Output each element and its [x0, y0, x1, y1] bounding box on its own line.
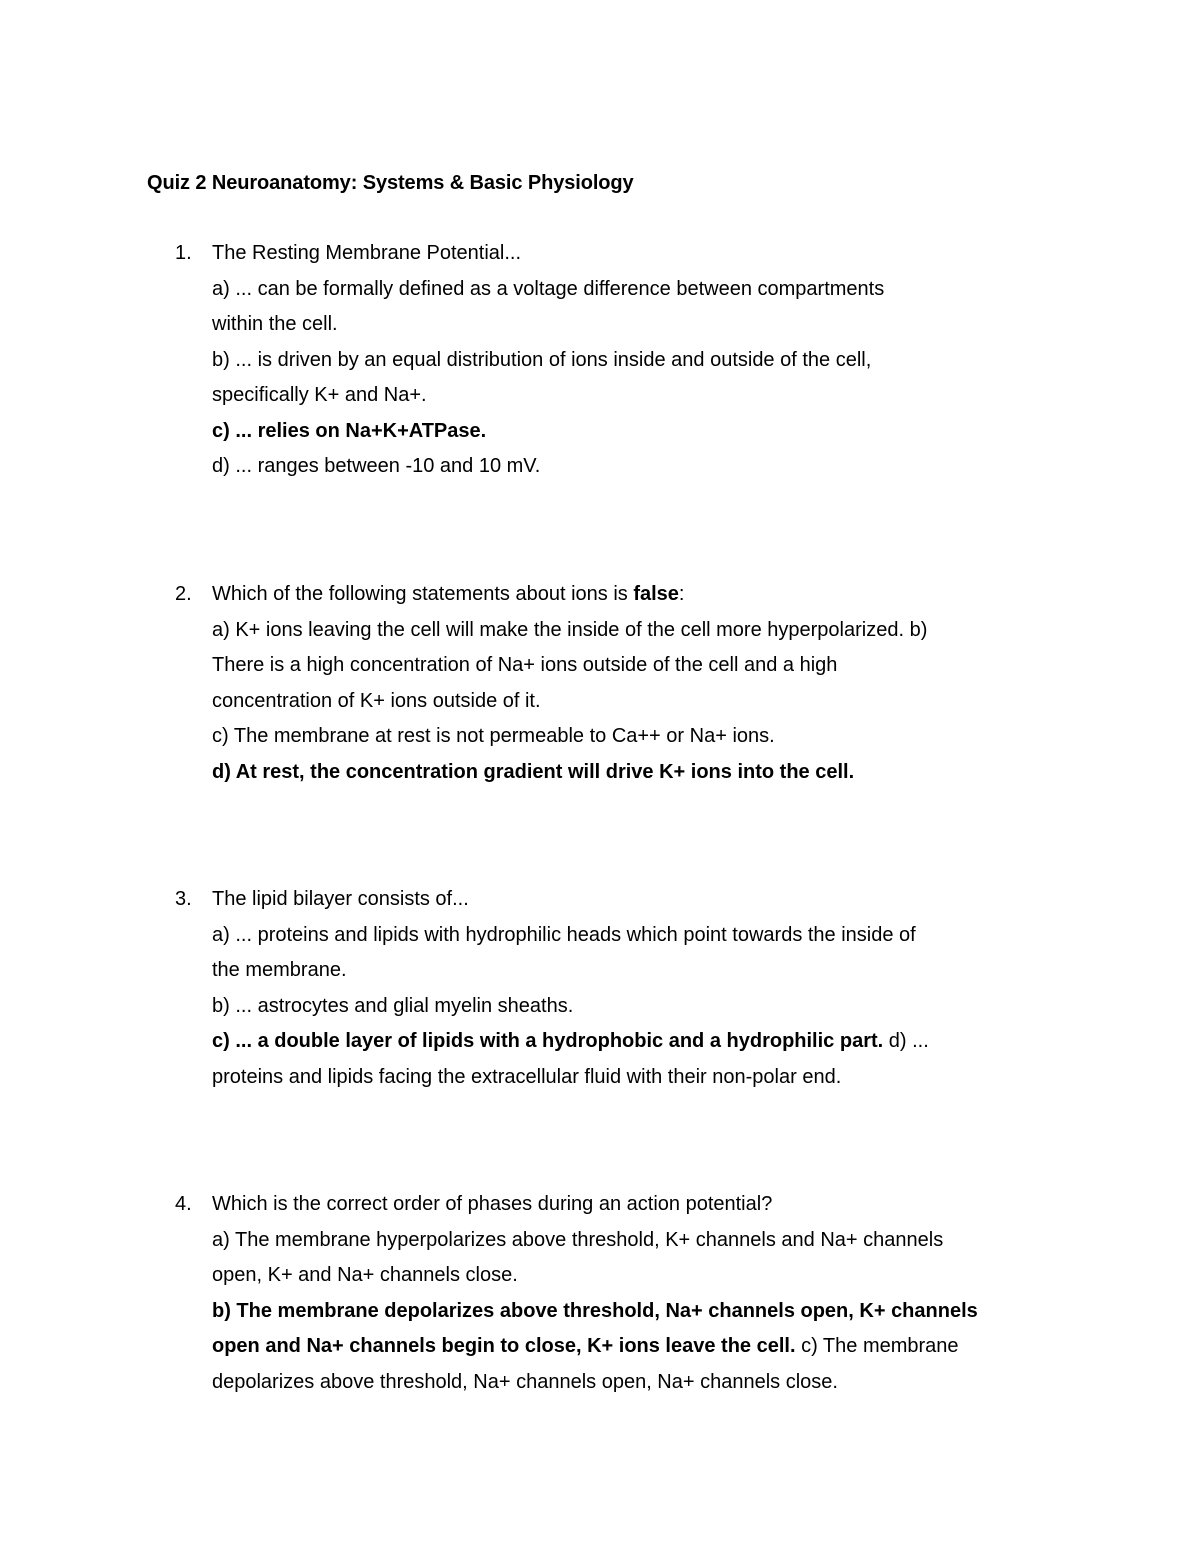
answer-line: There is a high concentration of Na+ ions outside of the cell and a high [212, 654, 838, 676]
stem-suffix: : [678, 583, 685, 605]
answer-line: a) The membrane hyperpolarizes above threshold, K+ channels and Na+ channels [212, 1228, 944, 1251]
answer-line: a) K+ ions leaving the cell will make the inside of the cell more hyperpolarized. b) [212, 618, 928, 641]
correct-answer-text: open and Na+ channels begin to close, K+ ions leave the cell. [212, 1335, 796, 1357]
answer-line: specifically K+ and Na+. [212, 384, 427, 406]
question-number: 3. [175, 888, 192, 910]
answer-line: proteins and lipids facing the extracellular fluid with their non-polar end. [212, 1065, 842, 1088]
question-number: 2. [175, 583, 192, 605]
answer-text: d) ... [883, 1030, 929, 1052]
correct-answer-line: b) The membrane depolarizes above threshold, Na+ channels open, K+ channels [212, 1299, 978, 1322]
question-stem: The Resting Membrane Potential... [212, 242, 522, 264]
correct-answer-line: d) At rest, the concentration gradient will drive K+ ions into the cell. [212, 760, 855, 783]
answer-line: b) ... is driven by an equal distribution of ions inside and outside of the cell, [212, 348, 872, 371]
quiz-title: Quiz 2 Neuroanatomy: Systems & Basic Physiology [147, 172, 634, 194]
answer-line: open, K+ and Na+ channels close. [212, 1264, 518, 1286]
question-number: 1. [175, 242, 192, 264]
answer-text: c) The membrane [795, 1335, 959, 1357]
answer-line-mixed [212, 1329, 959, 1365]
question-stem [212, 577, 1072, 613]
question-number: 4. [175, 1193, 192, 1215]
answer-line: a) ... proteins and lipids with hydrophilic heads which point towards the inside of [212, 923, 916, 946]
answer-line-mixed [212, 1024, 929, 1060]
answer-line: depolarizes above threshold, Na+ channels open, Na+ channels close. [212, 1370, 838, 1393]
answer-line: the membrane. [212, 959, 347, 981]
question-stem: The lipid bilayer consists of... [212, 888, 469, 910]
stem-emphasis: false [633, 583, 679, 605]
correct-answer-line: c) ... relies on Na+K+ATPase. [212, 419, 487, 442]
answer-line: a) ... can be formally defined as a voltage difference between compartments [212, 277, 885, 300]
correct-answer-text: c) ... a double layer of lipids with a hydrophobic and a hydrophilic part. [212, 1030, 884, 1052]
answer-line: concentration of K+ ions outside of it. [212, 689, 541, 712]
answer-line: d) ... ranges between -10 and 10 mV. [212, 455, 541, 477]
stem-prefix: Which of the following statements about ions is [212, 583, 634, 605]
question-stem: Which is the correct order of phases during an action potential? [212, 1193, 773, 1215]
answer-line: b) ... astrocytes and glial myelin sheaths. [212, 994, 574, 1017]
answer-line: c) The membrane at rest is not permeable to Ca++ or Na+ ions. [212, 725, 775, 747]
answer-line: within the cell. [212, 313, 338, 335]
